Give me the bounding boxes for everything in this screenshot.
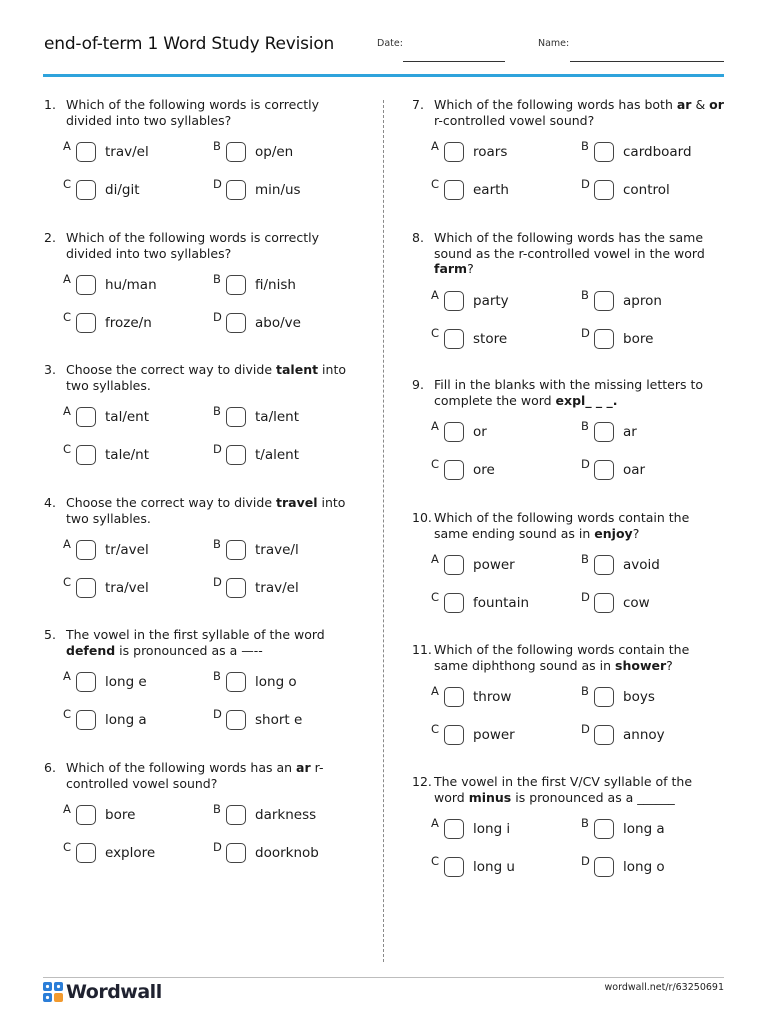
answer-option-c[interactable] <box>63 310 203 335</box>
answer-option-a[interactable] <box>63 139 203 164</box>
question-text-segment: ? <box>632 525 640 541</box>
answer-checkbox[interactable] <box>76 445 96 465</box>
question-text <box>66 97 356 128</box>
answer-checkbox[interactable] <box>226 672 246 692</box>
question-keyword: defend <box>66 642 116 658</box>
option-text: froze/n <box>105 315 152 331</box>
option-letter: A <box>431 419 439 433</box>
answer-option-a[interactable] <box>431 419 571 444</box>
answer-checkbox[interactable] <box>594 857 614 877</box>
answer-checkbox[interactable] <box>594 687 614 707</box>
option-text: tra/vel <box>105 580 149 596</box>
option-letter: A <box>431 288 439 302</box>
question-number: 7. <box>412 97 424 112</box>
question-11 <box>412 642 732 767</box>
answer-checkbox[interactable] <box>76 540 96 560</box>
question-text-segment: ? <box>467 261 474 276</box>
question-text-segment: r-controlled vowel sound? <box>66 760 324 791</box>
question-text <box>66 627 356 658</box>
answer-option-a[interactable] <box>431 288 571 313</box>
option-text: power <box>473 557 515 573</box>
question-number: 3. <box>44 362 56 377</box>
option-text: trav/el <box>105 144 149 160</box>
option-text: hu/man <box>105 277 157 293</box>
answer-checkbox[interactable] <box>594 460 614 480</box>
question-keyword: farm <box>434 261 468 276</box>
answer-checkbox[interactable] <box>594 819 614 839</box>
question-text <box>434 230 724 277</box>
answer-checkbox[interactable] <box>76 275 96 295</box>
answer-checkbox[interactable] <box>226 180 246 200</box>
question-text <box>434 510 724 541</box>
answer-checkbox[interactable] <box>444 422 464 442</box>
option-text: party <box>473 293 509 309</box>
option-letter: B <box>581 139 589 153</box>
question-keyword: minus <box>468 789 512 805</box>
answer-option-b[interactable] <box>213 802 353 827</box>
question-text-segment: The vowel in the first syllable of the word <box>66 627 325 642</box>
option-letter: A <box>63 139 71 153</box>
answer-option-b[interactable] <box>213 272 353 297</box>
answer-checkbox[interactable] <box>444 142 464 162</box>
answer-checkbox[interactable] <box>226 142 246 162</box>
question-4 <box>44 495 364 620</box>
option-letter: D <box>213 442 222 456</box>
option-letter: B <box>213 272 221 286</box>
question-number: 12. <box>412 774 432 789</box>
answer-checkbox[interactable] <box>76 843 96 863</box>
question-text-segment: ? <box>666 657 673 673</box>
question-text <box>434 377 724 408</box>
answer-checkbox[interactable] <box>444 180 464 200</box>
answer-option-d[interactable] <box>213 310 353 335</box>
option-letter: A <box>431 816 439 830</box>
answer-checkbox[interactable] <box>594 180 614 200</box>
question-text <box>434 97 724 128</box>
option-text: tale/nt <box>105 447 150 463</box>
answer-checkbox[interactable] <box>226 843 246 863</box>
option-letter: C <box>431 457 440 471</box>
answer-option-c[interactable] <box>63 707 203 732</box>
option-text: t/alent <box>255 447 300 463</box>
answer-checkbox[interactable] <box>76 142 96 162</box>
option-letter: B <box>581 684 589 698</box>
answer-option-c[interactable] <box>431 854 571 879</box>
option-letter: A <box>63 537 71 551</box>
option-letter: B <box>213 537 221 551</box>
option-text: tal/ent <box>105 409 150 425</box>
answer-option-d[interactable] <box>213 707 353 732</box>
option-text: long i <box>473 821 511 837</box>
footer-rule <box>43 977 724 978</box>
option-letter: A <box>431 139 439 153</box>
question-number: 11. <box>412 642 432 657</box>
option-text: tr/avel <box>105 542 149 558</box>
question-text-segment: The vowel in the first V/CV syllable of the word <box>434 774 693 805</box>
option-letter: C <box>63 442 72 456</box>
answer-option-d[interactable] <box>581 854 721 879</box>
question-keyword: enjoy <box>594 525 633 541</box>
question-text <box>66 760 356 791</box>
option-text: short e <box>255 712 303 728</box>
answer-option-d[interactable] <box>581 590 721 615</box>
answer-option-c[interactable] <box>431 177 571 202</box>
question-text-segment: Fill in the blanks with the missing letters to complete the word <box>434 377 704 408</box>
option-text: long o <box>623 859 665 875</box>
option-text: store <box>473 331 508 347</box>
answer-option-c[interactable] <box>431 326 571 351</box>
question-keyword: or <box>709 97 724 112</box>
answer-checkbox[interactable] <box>444 593 464 613</box>
answer-checkbox[interactable] <box>226 313 246 333</box>
question-number: 9. <box>412 377 424 392</box>
question-text-segment: Which of the following words is correctly divided into two syllables? <box>66 230 320 261</box>
answer-checkbox[interactable] <box>444 291 464 311</box>
answer-option-a[interactable] <box>431 552 571 577</box>
answer-checkbox[interactable] <box>76 407 96 427</box>
answer-checkbox[interactable] <box>594 329 614 349</box>
answer-checkbox[interactable] <box>76 180 96 200</box>
wordwall-logo-icon <box>43 982 63 1002</box>
option-text: cardboard <box>623 144 692 160</box>
answer-option-a[interactable] <box>431 816 571 841</box>
option-text: long o <box>255 674 297 690</box>
option-text: trav/el <box>255 580 299 596</box>
answer-option-d[interactable] <box>581 457 721 482</box>
answer-checkbox[interactable] <box>444 819 464 839</box>
question-2 <box>44 230 364 355</box>
answer-option-c[interactable] <box>63 177 203 202</box>
option-text: fountain <box>473 595 529 611</box>
question-text-segment: Which of the following words is correctly divided into two syllables? <box>66 97 320 128</box>
answer-checkbox[interactable] <box>226 275 246 295</box>
option-letter: C <box>63 310 72 324</box>
question-keyword: talent <box>276 362 319 377</box>
question-text-segment: Which of the following words has an <box>66 760 297 775</box>
answer-checkbox[interactable] <box>444 555 464 575</box>
option-text: cow <box>623 595 650 611</box>
answer-checkbox[interactable] <box>444 687 464 707</box>
option-letter: C <box>431 326 440 340</box>
answer-option-d[interactable] <box>213 575 353 600</box>
question-text-segment: Choose the correct way to divide <box>66 495 277 510</box>
question-text-segment: & <box>691 97 710 112</box>
answer-option-b[interactable] <box>581 419 721 444</box>
page-title: end-of-term 1 Word Study Revision <box>44 34 335 54</box>
answer-option-b[interactable] <box>581 288 721 313</box>
option-letter: D <box>581 854 590 868</box>
option-letter: A <box>63 802 71 816</box>
option-text: long a <box>623 821 665 837</box>
option-letter: A <box>63 404 71 418</box>
answer-option-b[interactable] <box>581 684 721 709</box>
option-letter: B <box>213 802 221 816</box>
question-text-segment: Which of the following words has both <box>434 97 677 112</box>
option-letter: D <box>581 177 590 191</box>
option-letter: D <box>213 575 222 589</box>
option-text: avoid <box>623 557 660 573</box>
answer-option-d[interactable] <box>213 177 353 202</box>
question-text <box>66 362 356 393</box>
question-number: 1. <box>44 97 56 112</box>
option-text: oar <box>623 462 646 478</box>
answer-checkbox[interactable] <box>444 460 464 480</box>
answer-checkbox[interactable] <box>76 672 96 692</box>
option-letter: D <box>581 590 590 604</box>
question-7 <box>412 97 732 222</box>
answer-option-c[interactable] <box>63 442 203 467</box>
question-3 <box>44 362 364 487</box>
question-text <box>66 230 356 261</box>
option-text: long u <box>473 859 515 875</box>
question-text-segment: is pronounced as a ______ <box>511 789 675 805</box>
option-text: control <box>623 182 670 198</box>
question-keyword: shower <box>615 657 667 673</box>
answer-option-d[interactable] <box>213 442 353 467</box>
answer-checkbox[interactable] <box>76 578 96 598</box>
option-letter: C <box>431 854 440 868</box>
footer-url[interactable]: wordwall.net/r/63250691 <box>604 982 724 993</box>
answer-option-a[interactable] <box>431 139 571 164</box>
option-letter: B <box>213 139 221 153</box>
option-text: bore <box>105 807 136 823</box>
option-text: darkness <box>255 807 317 823</box>
answer-option-b[interactable] <box>213 537 353 562</box>
option-letter: C <box>63 575 72 589</box>
question-text-segment: into two syllables. <box>66 495 346 526</box>
question-number: 6. <box>44 760 56 775</box>
question-text <box>66 495 356 526</box>
option-letter: D <box>213 707 222 721</box>
option-text: or <box>473 424 487 440</box>
option-letter: C <box>431 177 440 191</box>
option-letter: B <box>213 669 221 683</box>
option-text: trave/l <box>255 542 299 558</box>
option-text: explore <box>105 845 156 861</box>
option-text: ta/lent <box>255 409 300 425</box>
question-number: 2. <box>44 230 56 245</box>
logo-wordmark: Wordwall <box>66 981 162 1003</box>
question-text-segment: Which of the following words has the same sound as the r-controlled vowel in the word <box>434 230 705 261</box>
option-letter: A <box>431 684 439 698</box>
answer-option-a[interactable] <box>63 669 203 694</box>
option-text: doorknob <box>255 845 319 861</box>
answer-checkbox[interactable] <box>226 407 246 427</box>
answer-option-a[interactable] <box>63 272 203 297</box>
question-number: 8. <box>412 230 424 245</box>
option-text: di/git <box>105 182 140 198</box>
name-field-line[interactable] <box>570 61 724 62</box>
option-letter: D <box>581 326 590 340</box>
question-number: 10. <box>412 510 432 525</box>
option-letter: B <box>213 404 221 418</box>
option-letter: C <box>63 840 72 854</box>
option-text: boys <box>623 689 655 705</box>
option-text: earth <box>473 182 509 198</box>
answer-checkbox[interactable] <box>594 725 614 745</box>
answer-option-a[interactable] <box>63 802 203 827</box>
option-text: roars <box>473 144 508 160</box>
question-text-segment: into two syllables. <box>66 362 346 393</box>
option-letter: B <box>581 419 589 433</box>
option-text: bore <box>623 331 654 347</box>
answer-checkbox[interactable] <box>76 710 96 730</box>
answer-option-b[interactable] <box>581 552 721 577</box>
question-text-segment: r-controlled vowel sound? <box>434 112 595 128</box>
answer-option-b[interactable] <box>581 139 721 164</box>
option-letter: D <box>213 177 222 191</box>
option-text: min/us <box>255 182 301 198</box>
option-text: long e <box>105 674 147 690</box>
question-keyword: expl_ _ _. <box>555 392 618 408</box>
question-10 <box>412 510 732 635</box>
option-text: op/en <box>255 144 294 160</box>
option-text: ore <box>473 462 495 478</box>
answer-checkbox[interactable] <box>444 329 464 349</box>
answer-checkbox[interactable] <box>226 805 246 825</box>
option-letter: D <box>581 457 590 471</box>
answer-option-c[interactable] <box>431 457 571 482</box>
option-letter: A <box>63 272 71 286</box>
answer-checkbox[interactable] <box>594 291 614 311</box>
name-label: Name: <box>538 38 570 49</box>
answer-checkbox[interactable] <box>226 710 246 730</box>
answer-option-c[interactable] <box>431 722 571 747</box>
option-text: ar <box>623 424 637 440</box>
answer-checkbox[interactable] <box>594 422 614 442</box>
question-6 <box>44 760 364 885</box>
question-text-segment: Choose the correct way to divide <box>66 362 277 377</box>
date-label: Date: <box>377 38 403 49</box>
question-8 <box>412 230 732 355</box>
answer-option-d[interactable] <box>581 722 721 747</box>
option-letter: D <box>581 722 590 736</box>
option-letter: C <box>63 177 72 191</box>
answer-option-c[interactable] <box>63 840 203 865</box>
header-accent-rule <box>43 74 724 77</box>
answer-checkbox[interactable] <box>226 445 246 465</box>
question-9 <box>412 377 732 502</box>
answer-option-c[interactable] <box>63 575 203 600</box>
answer-option-d[interactable] <box>581 326 721 351</box>
question-12 <box>412 774 732 899</box>
answer-option-a[interactable] <box>63 537 203 562</box>
option-text: fi/nish <box>255 277 296 293</box>
option-letter: C <box>431 722 440 736</box>
answer-checkbox[interactable] <box>76 805 96 825</box>
question-1 <box>44 97 364 222</box>
option-letter: C <box>431 590 440 604</box>
option-letter: D <box>213 840 222 854</box>
date-field-line[interactable] <box>403 61 505 62</box>
question-keyword: ar <box>676 97 692 112</box>
answer-checkbox[interactable] <box>226 540 246 560</box>
answer-option-b[interactable] <box>213 404 353 429</box>
option-text: long a <box>105 712 147 728</box>
question-number: 4. <box>44 495 56 510</box>
option-letter: D <box>213 310 222 324</box>
answer-option-d[interactable] <box>581 177 721 202</box>
answer-option-a[interactable] <box>63 404 203 429</box>
answer-option-d[interactable] <box>213 840 353 865</box>
answer-checkbox[interactable] <box>76 313 96 333</box>
answer-checkbox[interactable] <box>444 857 464 877</box>
answer-option-b[interactable] <box>213 139 353 164</box>
question-5 <box>44 627 364 752</box>
option-letter: B <box>581 816 589 830</box>
answer-option-b[interactable] <box>581 816 721 841</box>
answer-checkbox[interactable] <box>444 725 464 745</box>
option-letter: B <box>581 288 589 302</box>
question-text-segment: is pronounced as a —-- <box>115 642 263 658</box>
answer-checkbox[interactable] <box>594 555 614 575</box>
answer-checkbox[interactable] <box>594 142 614 162</box>
question-number: 5. <box>44 627 56 642</box>
option-text: throw <box>473 689 512 705</box>
answer-option-b[interactable] <box>213 669 353 694</box>
question-text-segment: Which of the following words contain the same ending sound as in <box>434 510 690 541</box>
answer-option-a[interactable] <box>431 684 571 709</box>
answer-checkbox[interactable] <box>594 593 614 613</box>
answer-checkbox[interactable] <box>226 578 246 598</box>
question-keyword: ar <box>296 760 311 775</box>
question-text-segment: Which of the following words contain the same diphthong sound as in <box>434 642 690 673</box>
option-letter: A <box>63 669 71 683</box>
answer-option-c[interactable] <box>431 590 571 615</box>
question-text <box>434 642 724 673</box>
option-text: abo/ve <box>255 315 301 331</box>
option-text: power <box>473 727 515 743</box>
question-text <box>434 774 724 805</box>
option-text: apron <box>623 293 662 309</box>
question-keyword: travel <box>276 495 318 510</box>
option-letter: A <box>431 552 439 566</box>
column-divider <box>383 100 384 962</box>
option-letter: B <box>581 552 589 566</box>
option-text: annoy <box>623 727 665 743</box>
option-letter: C <box>63 707 72 721</box>
